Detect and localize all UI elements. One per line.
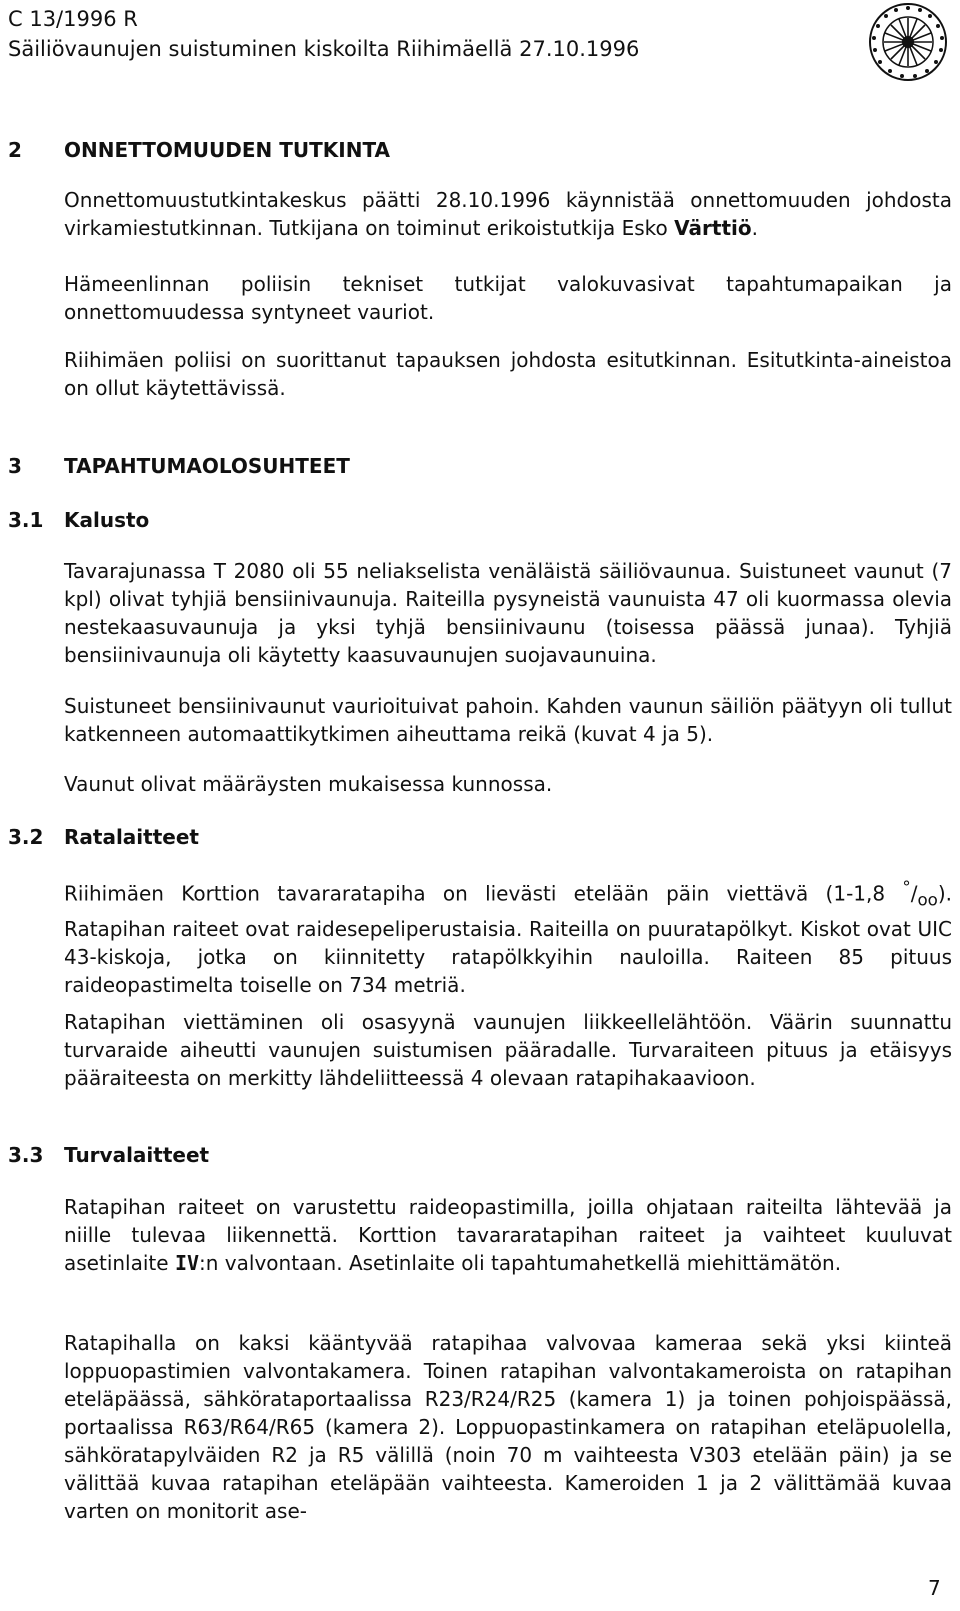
section-number: 3.1 — [8, 508, 44, 532]
section-number: 3.3 — [8, 1143, 44, 1167]
paragraph-yard-slope — [64, 1008, 952, 1092]
paragraph-rolling-stock — [64, 557, 952, 669]
paragraph-cameras — [64, 1329, 952, 1525]
agency-seal-logo — [868, 2, 948, 82]
section-heading-3 — [8, 454, 350, 478]
section-number: 2 — [8, 138, 22, 162]
section-title: TAPAHTUMAOLOSUHTEET — [64, 454, 350, 478]
paragraph-text: Suistuneet bensiinivaunut vaurioituivat pahoin. Kahden vaunun säiliön päätyyn oli tullut katkenneen automaattikytkimen aiheuttama reikä (kuvat 4 ja 5). — [64, 694, 952, 746]
paragraph-signals — [64, 1193, 952, 1277]
paragraph-text: Onnettomuustutkintakeskus päätti 28.10.1996 käynnistää onnettomuuden johdosta virkamiestutkinnan. Tutkijana on toiminut erikoistutkija Esko — [64, 188, 952, 240]
section-heading-3-3 — [8, 1143, 209, 1167]
paragraph-text: Hämeenlinnan poliisin tekniset tutkijat valokuvasivat tapahtumapaikan ja onnettomuudessa syntyneet vauriot. — [64, 272, 952, 324]
paragraph-text: Ratapihan raiteet on varustettu raideopastimilla, joilla ohjataan raiteilta lähtevää ja niille tulevaa liikennettä. Korttion tavararatapihan raiteet ja vaihteet kuuluvat asetinlaite — [64, 1195, 952, 1275]
paragraph-track-yard — [64, 874, 952, 999]
paragraph-damage — [64, 692, 952, 748]
paragraph-text: Ratapihalla on kaksi kääntyvää ratapihaa valvovaa kameraa sekä yksi kiinteä loppuopastimien valvontakamera. Toinen ratapihan valvontakameroista on ratapihan eteläpäässä, sähkörataportaalissa R23/R24/R25 (kamera 1) ja toinen pohjoispäässä, portaalissa R63/R64/R65 (kamera 2). Loppuopastinkamera on ratapihan eteläpuolella, sähköratapylväiden R2 ja R5 välillä (noin 70 m vaihteesta V303 etelään päin) ja se välittää kuvaa ratapihan eteläpään vaihteesta. Kameroiden 1 ja 2 välittämää kuvaa varten on monitorit ase- — [64, 1331, 952, 1523]
section-heading-2 — [8, 138, 390, 162]
page-number: 7 — [928, 1576, 941, 1600]
paragraph-text: . — [751, 216, 758, 240]
section-heading-3-1 — [8, 508, 149, 532]
slope-slash: / — [910, 881, 918, 906]
paragraph-preliminary-investigation — [64, 346, 952, 402]
paragraph-text: Ratapihan viettäminen oli osasyynä vaunujen liikkeellelähtöön. Väärin suunnattu turvaraide aiheutti vaunujen suistumisen pääradalle. Turvaraiteen pituus ja etäisyys pääraiteesta on merkitty lähdeliitteessä 4 olevaan ratapihakaavioon. — [64, 1010, 952, 1090]
paragraph-text: Tavarajunassa T 2080 oli 55 neliakselista venäläistä säiliövaunua. Suistuneet vaunut (7 kpl) olivat tyhjiä bensiinivaunuja. Raiteilla pysyneistä vaunuista 47 oli kuormassa olevia nestekaasuvaunuja ja yksi tyhjä bensiinivaunu (toisessa päässä junaa). Tyhjiä bensiinivaunuja oli käytetty kaasuvaunujen suojavaunuina. — [64, 559, 952, 667]
document-subtitle: Säiliövaunujen suistuminen kiskoilta Riihimäellä 27.10.1996 — [8, 37, 640, 61]
paragraph-investigation — [64, 186, 952, 242]
degree-symbol: ° — [902, 878, 911, 897]
interlocking-id: IV — [174, 1251, 200, 1275]
document-id: C 13/1996 R — [8, 7, 138, 31]
paragraph-text: Riihimäen poliisi on suorittanut tapauksen johdosta esitutkinnan. Esitutkinta-aineistoa on ollut käytettävissä. — [64, 348, 952, 400]
paragraph-text: ). Ratapihan raiteet ovat raidesepeliperustaisia. Raiteilla on puuratapölkyt. Kiskot ovat UIC 43-kiskoja, jotka on kiinnitetty ratapölkkyihin nauloilla. Raiteen 85 pituus raideopastimelta toiselle on 734 metriä. — [64, 881, 952, 997]
section-title: Turvalaitteet — [64, 1143, 210, 1167]
section-number: 3 — [8, 454, 22, 478]
section-number: 3.2 — [8, 825, 44, 849]
section-title: Kalusto — [64, 508, 150, 532]
section-title: ONNETTOMUUDEN TUTKINTA — [64, 138, 391, 162]
investigator-name: Värttiö — [674, 216, 752, 240]
document-header — [8, 4, 639, 64]
paragraph-text: Riihimäen Korttion tavararatapiha on lievästi etelään päin viettävä (1-1,8 — [64, 881, 903, 906]
paragraph-police-photos — [64, 270, 952, 326]
paragraph-text: :n valvontaan. Asetinlaite oli tapahtumahetkellä miehittämätön. — [199, 1251, 842, 1275]
paragraph-condition — [64, 770, 952, 798]
section-title: Ratalaitteet — [64, 825, 199, 849]
paragraph-text: Vaunut olivat määräysten mukaisessa kunnossa. — [64, 772, 553, 796]
section-heading-3-2 — [8, 825, 199, 849]
permille-subscript: oo — [917, 890, 938, 910]
